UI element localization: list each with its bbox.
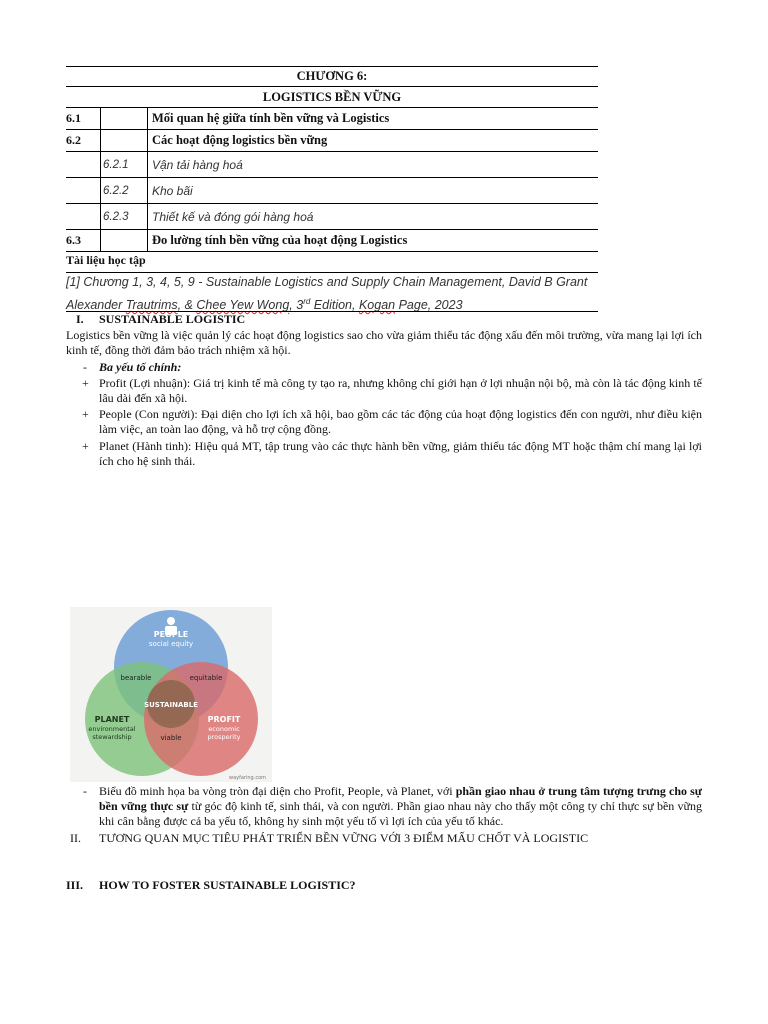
references-heading: Tài liệu học tập	[66, 253, 146, 267]
toc-number: 6.3	[66, 233, 81, 247]
toc-text: Đo lường tính bền vững của hoạt động Logistics	[152, 233, 408, 247]
top-rule	[66, 66, 598, 67]
section-1-title: SUSTAINABLE LOGISTIC	[99, 312, 246, 326]
reference-line-2: Alexander Trautrims, & Chee Yew Wong, 3rd Edition, Kogan Page, 2023	[66, 297, 463, 313]
people-icon	[167, 617, 175, 625]
section-3-title: HOW TO FOSTER SUSTAINABLE LOGISTIC?	[99, 878, 356, 892]
reference-entry	[66, 273, 598, 315]
toc-row	[66, 230, 598, 252]
toc-number: 6.2	[66, 133, 81, 147]
venn-svg	[70, 607, 272, 782]
dash-bullet: -	[83, 784, 87, 798]
title-rule	[66, 86, 598, 87]
people-sub-label: social equity	[148, 640, 194, 648]
toc-subnumber: 6.2.3	[100, 204, 148, 229]
dash-bullet: -	[83, 360, 87, 374]
factor-item: People (Con người): Đại diện cho lợi ích xã hội, bao gồm các tác động của hoạt động logistics đến con người, như điều kiện làm việc, an toàn lao động, và hỗ trợ cộng đồng.	[99, 407, 702, 436]
toc-subnumber: 6.2.1	[100, 152, 148, 177]
planet-label: PLANET	[94, 715, 130, 724]
toc-subnumber	[100, 108, 148, 129]
chapter-title: LOGISTICS BỀN VỮNG	[262, 90, 402, 104]
planet-sub-label-2: stewardship	[92, 733, 132, 741]
plus-bullet: +	[82, 439, 89, 453]
toc-number: 6.1	[66, 111, 81, 125]
toc-row	[66, 152, 598, 178]
plus-bullet: +	[82, 407, 89, 421]
toc-text: Kho bãi	[152, 183, 193, 198]
chapter-label: CHƯƠNG 6:	[296, 69, 368, 83]
toc-row	[66, 108, 598, 130]
toc-row	[66, 178, 598, 204]
section-2-title: TƯƠNG QUAN MỤC TIÊU PHÁT TRIỂN BỀN VỮNG VỚI 3 ĐIỂM MẤU CHỐT VÀ LOGISTIC	[99, 831, 589, 845]
toc-row	[66, 130, 598, 152]
profit-sub-label-2: prosperity	[207, 733, 241, 741]
profit-sub-label-1: economic	[208, 725, 240, 733]
credit-label: wayfaring.com	[229, 775, 266, 781]
venn-caption: Biểu đồ minh họa ba vòng tròn đại diện cho Profit, People, và Planet, với phần giao nhau ở trung tâm tượng trưng cho sự bền vững thực sự từ góc độ kinh tế, sinh thái, và con người. Phần giao nhau này cho thấy một công ty chỉ thực sự bền vững khi cân bằng được cả ba yếu tố, không hy sinh một yếu tố vì lợi ích của yếu tố khác.	[99, 784, 702, 828]
toc-row	[66, 204, 598, 230]
section-3-numeral: III.	[66, 878, 84, 892]
toc-text: Mối quan hệ giữa tính bền vững và Logistics	[152, 111, 390, 125]
toc-text: Các hoạt động logistics bền vững	[152, 133, 328, 147]
people-label: PEOPLE	[153, 630, 189, 639]
toc-subnumber: 6.2.2	[100, 178, 148, 203]
factor-item: Planet (Hành tinh): Hiệu quả MT, tập trung vào các thực hành bền vững, giảm thiểu tác động MT hoặc thậm chí mang lại lợi ích cho hệ sinh thái.	[99, 439, 702, 468]
toc-text: Thiết kế và đóng gói hàng hoá	[152, 209, 314, 224]
toc-subnumber	[100, 130, 148, 151]
reference-line-1: [1] Chương 1, 3, 4, 5, 9 - Sustainable Logistics and Supply Chain Management, David B Grant	[66, 275, 588, 289]
toc-subnumber	[100, 230, 148, 251]
section-1-numeral: I.	[76, 312, 84, 326]
sustainable-label: SUSTAINABLE	[144, 701, 198, 709]
bearable-label: bearable	[120, 674, 152, 682]
section-2-numeral: II.	[70, 831, 81, 845]
plus-bullet: +	[82, 376, 89, 390]
factor-item: Profit (Lợi nhuận): Giá trị kinh tế mà công ty tạo ra, nhưng không chỉ giới hạn ở lợi nhuận nội bộ, mà còn là tác động kinh tế lâu dài đến xã hội.	[99, 376, 702, 405]
toc-text: Vận tải hàng hoá	[152, 157, 243, 172]
equitable-label: equitable	[189, 674, 223, 682]
section-1-intro: Logistics bền vững là việc quản lý các hoạt động logistics sao cho vừa giảm thiểu tác động xấu đến môi trường, vừa mang lại lợi ích kinh tế, đồng thời đảm bảo trách nhiệm xã hội.	[66, 328, 702, 357]
viable-label: viable	[160, 734, 182, 742]
venn-diagram	[70, 607, 272, 782]
profit-label: PROFIT	[207, 715, 241, 724]
planet-sub-label-1: environmental	[88, 725, 136, 733]
factors-title: Ba yếu tố chính:	[99, 360, 182, 374]
